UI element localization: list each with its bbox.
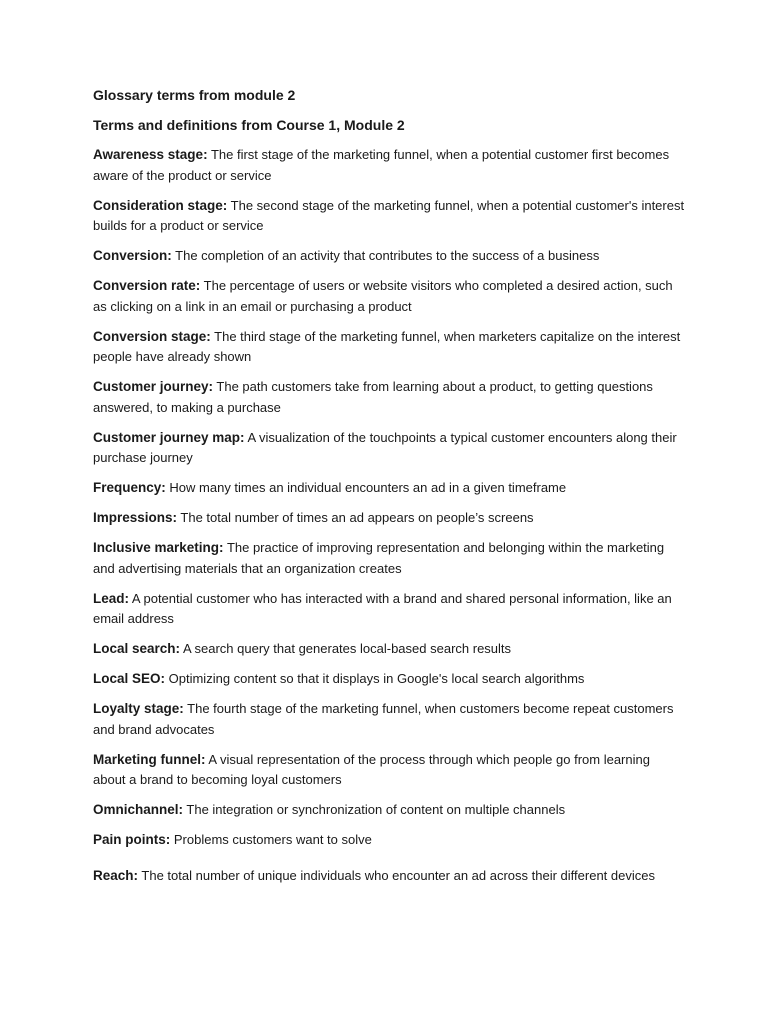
glossary-definition: The third stage of the marketing funnel, when marketers capitalize on the interest people have already shown bbox=[93, 328, 681, 364]
document-title: Glossary terms from module 2 bbox=[93, 87, 296, 103]
glossary-definition: A potential customer who has interacted with a brand and shared personal information, like an email address bbox=[93, 590, 672, 626]
glossary-entry bbox=[93, 589, 685, 630]
glossary-definition: Problems customers want to solve bbox=[173, 832, 372, 847]
glossary-definition: How many times an individual encounters an ad in a given timeframe bbox=[169, 480, 567, 495]
glossary-term: Reach: bbox=[93, 868, 139, 883]
glossary-term: Conversion: bbox=[93, 248, 172, 263]
glossary-definition: The first stage of the marketing funnel, when a potential customer first becomes aware of the product or service bbox=[93, 147, 670, 183]
glossary-term: Local search: bbox=[93, 641, 181, 656]
glossary-entry bbox=[93, 377, 685, 418]
glossary-definition: The completion of an activity that contributes to the success of a business bbox=[175, 248, 600, 263]
glossary-term: Impressions: bbox=[93, 510, 178, 525]
glossary-term: Conversion stage: bbox=[93, 328, 211, 344]
glossary-entry bbox=[93, 538, 685, 579]
glossary-entry bbox=[93, 830, 685, 851]
glossary-term: Omnichannel: bbox=[93, 802, 184, 817]
glossary-term: Marketing funnel: bbox=[93, 751, 206, 767]
glossary-definition: A visualization of the touchpoints a typical customer encounters along their purchase journey bbox=[93, 429, 677, 465]
glossary-definition: The second stage of the marketing funnel, when a potential customer's interest builds for a product or service bbox=[93, 197, 685, 233]
glossary-definition: The total number of times an ad appears on people’s screens bbox=[180, 510, 534, 525]
glossary-entry bbox=[93, 800, 685, 821]
glossary-term: Consideration stage: bbox=[93, 197, 228, 213]
glossary-term: Awareness stage: bbox=[93, 147, 208, 162]
glossary-entry bbox=[93, 327, 685, 368]
glossary-definition: A search query that generates local-based search results bbox=[182, 641, 512, 656]
glossary-entry bbox=[93, 669, 685, 690]
glossary-entry bbox=[93, 428, 685, 469]
glossary-entry bbox=[93, 699, 685, 740]
glossary-definition: The fourth stage of the marketing funnel, when customers become repeat customers and brand advocates bbox=[93, 701, 674, 737]
glossary-entry bbox=[93, 508, 685, 529]
glossary-term: Pain points: bbox=[93, 832, 171, 847]
glossary-term: Frequency: bbox=[93, 480, 166, 495]
document-page bbox=[93, 85, 685, 901]
glossary-definition: A visual representation of the process through which people go from learning about a brand to becoming loyal customers bbox=[93, 751, 650, 787]
glossary-definition: The path customers take from learning about a product, to getting questions answered, to making a purchase bbox=[93, 379, 653, 415]
glossary-definition: The percentage of users or website visitors who completed a desired action, such as clicking on a link in an email or purchasing a product bbox=[93, 278, 673, 314]
glossary-definition: Optimizing content so that it displays in Google's local search algorithms bbox=[168, 671, 585, 686]
glossary-term: Local SEO: bbox=[93, 671, 166, 686]
glossary-definition: The integration or synchronization of content on multiple channels bbox=[186, 802, 566, 817]
glossary-entry bbox=[93, 750, 685, 791]
glossary-term: Lead: bbox=[93, 590, 130, 606]
glossary-term: Conversion rate: bbox=[93, 278, 201, 293]
glossary-term: Customer journey: bbox=[93, 379, 214, 394]
glossary-term: Loyalty stage: bbox=[93, 701, 184, 716]
glossary-definition: The practice of improving representation and belonging within the marketing and advertising materials that an organization creates bbox=[93, 540, 665, 576]
glossary-entry bbox=[93, 145, 685, 186]
glossary-entry bbox=[93, 478, 685, 499]
glossary-definition: The total number of unique individuals who encounter an ad across their different devices bbox=[141, 868, 655, 883]
glossary-term: Customer journey map: bbox=[93, 429, 245, 445]
glossary-entry bbox=[93, 860, 685, 891]
glossary-entry bbox=[93, 639, 685, 660]
glossary-entry bbox=[93, 246, 685, 267]
glossary-term: Inclusive marketing: bbox=[93, 540, 224, 555]
glossary-entry bbox=[93, 196, 685, 237]
glossary-entry bbox=[93, 276, 685, 317]
document-subtitle: Terms and definitions from Course 1, Module 2 bbox=[93, 117, 405, 133]
